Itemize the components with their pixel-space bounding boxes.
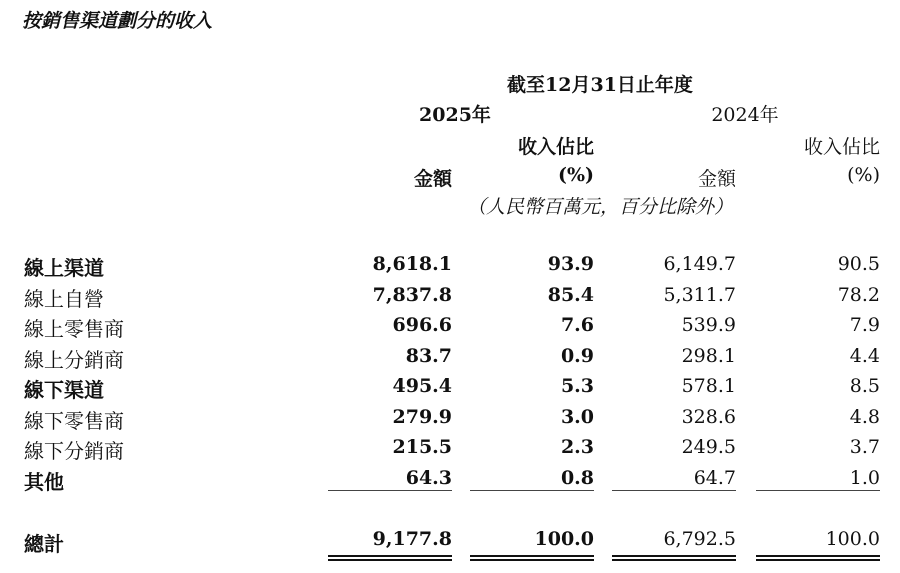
- row-amt2025: 64.3: [405, 467, 452, 489]
- row-pct2024: 4.4: [849, 345, 880, 367]
- row-pct2025: 85.4: [547, 284, 594, 306]
- row-pct2024: 7.9: [849, 314, 880, 336]
- row-pct2025: 5.3: [560, 375, 594, 397]
- row-amt2024: 6,149.7: [663, 253, 736, 275]
- row-amt2025: 7,837.8: [372, 284, 452, 306]
- row-pct2025: 93.9: [547, 253, 594, 275]
- total-double-rule-1: [328, 555, 452, 561]
- row-label: 線下渠道: [24, 378, 104, 402]
- row-pct2024: 8.5: [849, 375, 880, 397]
- row-pct2024: 90.5: [837, 253, 880, 275]
- row-label: 其他: [24, 470, 64, 494]
- percent-label-2024: (%): [847, 164, 880, 186]
- subtotal-rule-2: [470, 490, 594, 491]
- row-amt2025: 8,618.1: [372, 253, 452, 275]
- total-amt-2024: 6,792.5: [663, 528, 736, 550]
- amount-label-2025: 金額: [413, 168, 452, 190]
- row-pct2025: 2.3: [560, 436, 594, 458]
- year-2025-header: 2025年: [419, 104, 491, 126]
- total-pct-2024: 100.0: [825, 528, 880, 550]
- row-amt2024: 5,311.7: [663, 284, 736, 306]
- row-amt2025: 215.5: [392, 436, 452, 458]
- unit-note: （人民幣百萬元，百分比除外）: [466, 196, 733, 218]
- total-double-rule-3: [612, 555, 736, 561]
- row-label: 線下分銷商: [24, 439, 124, 463]
- row-label: 線上渠道: [24, 256, 104, 280]
- period-header: 截至12月31日止年度: [507, 74, 693, 96]
- row-amt2024: 328.6: [681, 406, 736, 428]
- row-amt2024: 539.9: [681, 314, 736, 336]
- total-double-rule-4: [756, 555, 880, 561]
- row-amt2024: 249.5: [681, 436, 736, 458]
- row-pct2024: 4.8: [849, 406, 880, 428]
- subtotal-rule-3: [612, 490, 736, 491]
- subtotal-rule-1: [328, 490, 452, 491]
- row-label: 線上零售商: [24, 317, 124, 341]
- row-label: 線上自營: [24, 287, 104, 311]
- row-pct2024: 1.0: [849, 467, 880, 489]
- subtotal-rule-4: [756, 490, 880, 491]
- row-amt2024: 578.1: [681, 375, 736, 397]
- share-label-2025: 收入佔比: [517, 136, 594, 158]
- amount-label-2024: 金額: [697, 168, 736, 190]
- row-amt2025: 495.4: [392, 375, 452, 397]
- total-amt-2025: 9,177.8: [372, 528, 452, 550]
- row-label: 線下零售商: [24, 409, 124, 433]
- year-2024-header: 2024年: [711, 104, 779, 126]
- section-title: 按銷售渠道劃分的收入: [22, 10, 213, 32]
- row-pct2025: 0.9: [560, 345, 594, 367]
- row-label: 線上分銷商: [24, 348, 124, 372]
- row-pct2025: 3.0: [560, 406, 594, 428]
- row-amt2024: 64.7: [693, 467, 736, 489]
- row-pct2025: 7.6: [560, 314, 594, 336]
- total-double-rule-2: [470, 555, 594, 561]
- row-amt2025: 279.9: [392, 406, 452, 428]
- total-pct-2025: 100.0: [534, 528, 594, 550]
- row-amt2024: 298.1: [681, 345, 736, 367]
- row-amt2025: 83.7: [405, 345, 452, 367]
- row-amt2025: 696.6: [392, 314, 452, 336]
- percent-label-2025: (%): [557, 164, 594, 186]
- row-pct2025: 0.8: [560, 467, 594, 489]
- share-label-2024: 收入佔比: [803, 136, 880, 158]
- total-label: 總計: [24, 532, 64, 556]
- row-pct2024: 78.2: [837, 284, 880, 306]
- row-pct2024: 3.7: [849, 436, 880, 458]
